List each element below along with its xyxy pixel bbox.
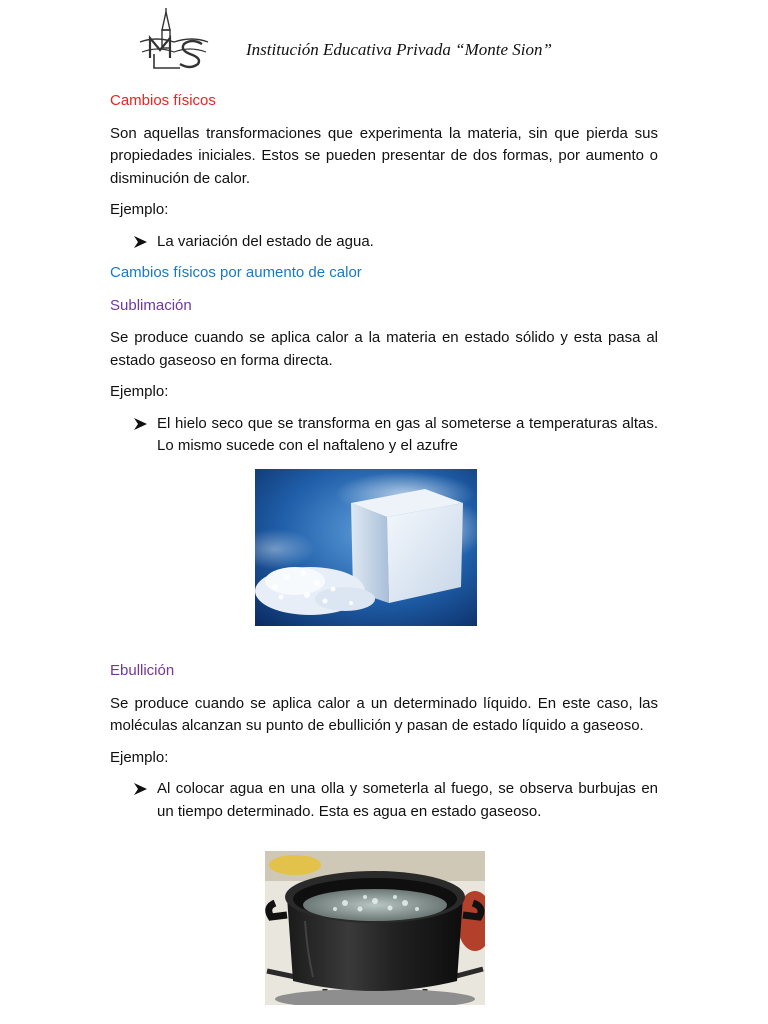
heading-cambios-fisicos: Cambios físicos bbox=[110, 92, 216, 109]
heading-aumento-calor: Cambios físicos por aumento de calor bbox=[110, 264, 362, 281]
arrowhead-bullet-icon bbox=[134, 418, 147, 430]
heading-sublimacion: Sublimación bbox=[110, 296, 192, 314]
example-label: Ejemplo: bbox=[110, 383, 169, 400]
dry-ice-image bbox=[255, 469, 477, 626]
document-body bbox=[110, 88, 658, 458]
example-label: Ejemplo: bbox=[110, 748, 169, 766]
school-logo-icon bbox=[136, 8, 212, 70]
list-item bbox=[110, 231, 658, 254]
bullet-text: La variación del estado de agua. bbox=[157, 232, 374, 250]
arrowhead-bullet-icon bbox=[134, 783, 147, 795]
header-title: Institución Educativa Privada “Monte Sion” bbox=[246, 40, 552, 59]
document-body-ebullicion bbox=[110, 660, 658, 823]
bullet-text: El hielo seco que se transforma en gas al someterse a temperaturas altas. Lo mismo sucede con el naftaleno y el azufre bbox=[157, 414, 658, 454]
paragraph-sublimacion: Se produce cuando se aplica calor a la materia en estado sólido y esta pasa al estado gaseoso en forma directa. bbox=[110, 329, 658, 369]
list-item bbox=[110, 413, 658, 458]
paragraph-ebullicion: Se produce cuando se aplica calor a un determinado líquido. En este caso, las moléculas alcanzan su punto de ebullición y pasan de estado líquido a gaseoso. bbox=[110, 694, 658, 734]
example-label: Ejemplo: bbox=[110, 201, 169, 218]
bullet-text: Al colocar agua en una olla y someterla al fuego, se observa burbujas en un tiempo determinado. Esta es agua en estado gaseoso. bbox=[157, 780, 658, 820]
list-item bbox=[110, 778, 658, 823]
boiling-pot-image bbox=[265, 851, 485, 1005]
heading-ebullicion: Ebullición bbox=[110, 662, 175, 679]
paragraph-cambios-fisicos: Son aquellas transformaciones que experimenta la materia, sin que pierda sus propiedades iniciales. Estos se pueden presentar de dos formas, por aumento o disminución de calor. bbox=[110, 124, 658, 187]
arrowhead-bullet-icon bbox=[134, 236, 147, 248]
